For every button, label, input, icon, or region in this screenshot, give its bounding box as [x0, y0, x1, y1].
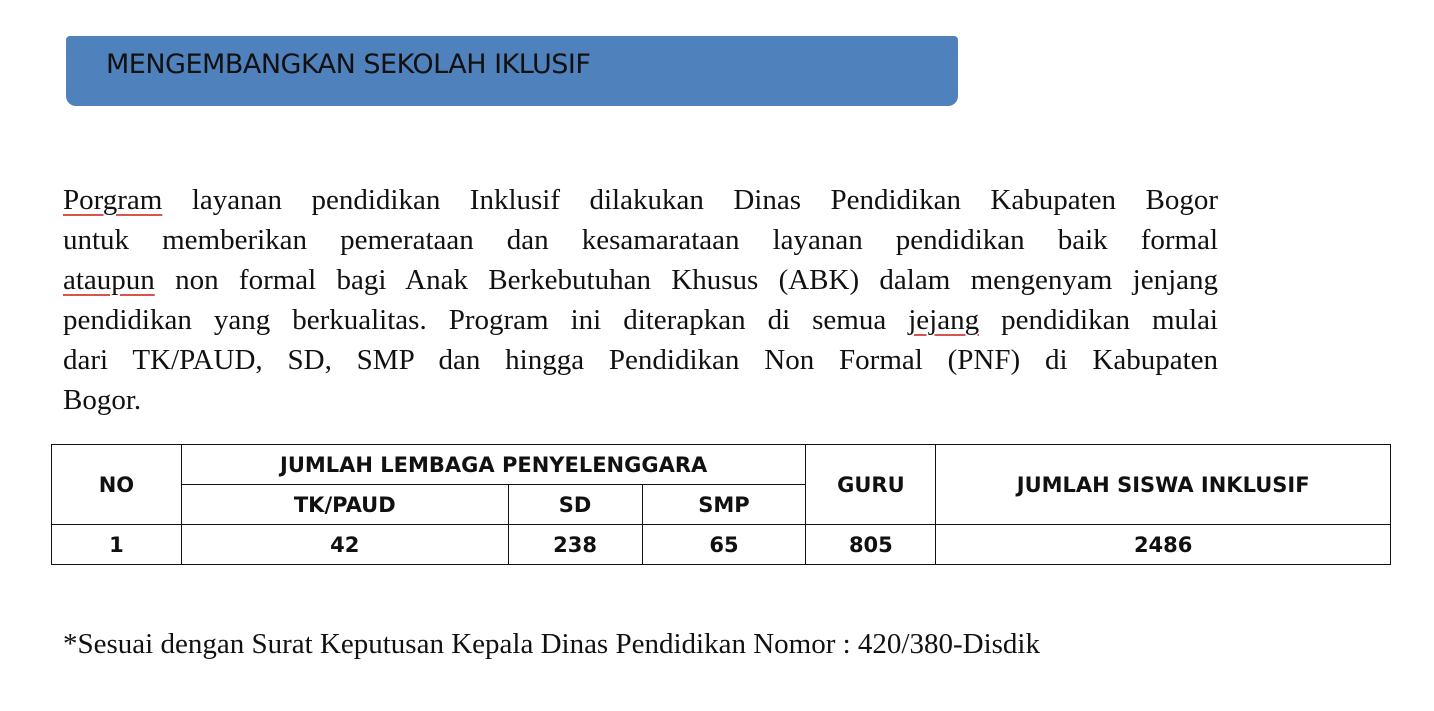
header-siswa: JUMLAH SISWA INKLUSIF [936, 445, 1391, 525]
cell-guru: 805 [806, 525, 936, 565]
header-sd: SD [508, 485, 642, 525]
cell-smp: 65 [642, 525, 806, 565]
misspelled-word: Porgram [63, 184, 163, 216]
intro-paragraph [63, 180, 1218, 420]
header-smp: SMP [642, 485, 806, 525]
table-row [52, 525, 1391, 565]
inclusive-school-table [51, 444, 1391, 565]
header-guru: GURU [806, 445, 936, 525]
paragraph-line-5: dari TK/PAUD, SD, SMP dan hingga Pendidikan Non Formal (PNF) di Kabupaten [63, 344, 1218, 376]
paragraph-line-1 [63, 180, 1218, 220]
paragraph-line-3 [63, 260, 1218, 300]
title-banner [66, 36, 958, 106]
header-lembaga: JUMLAH LEMBAGA PENYELENGGARA [181, 445, 806, 485]
paragraph-text: pendidikan yang berkualitas. Program ini diterapkan di semua [63, 304, 909, 336]
paragraph-text: non formal bagi Anak Berkebutuhan Khusus (ABK) dalam mengenyam jenjang [154, 264, 1218, 296]
paragraph-text: layanan pendidikan Inklusif dilakukan Dinas Pendidikan Kabupaten Bogor [162, 184, 1218, 216]
footnote: *Sesuai dengan Surat Keputusan Kepala Dinas Pendidikan Nomor : 420/380-Disdik [63, 628, 1040, 660]
misspelled-word: ataupun [63, 264, 155, 296]
cell-sd: 238 [508, 525, 642, 565]
cell-tk-paud: 42 [181, 525, 508, 565]
paragraph-line-6: Bogor. [63, 384, 142, 416]
paragraph-text: pendidikan mulai [979, 304, 1218, 336]
banner-title: MENGEMBANGKAN SEKOLAH IKLUSIF [106, 49, 591, 80]
cell-siswa: 2486 [936, 525, 1391, 565]
misspelled-word: jejang [908, 304, 980, 336]
paragraph-line-4 [63, 300, 1218, 340]
header-tk-paud: TK/PAUD [181, 485, 508, 525]
cell-no: 1 [52, 525, 182, 565]
table-header-row [52, 445, 1391, 485]
paragraph-line-2: untuk memberikan pemerataan dan kesamarataan layanan pendidikan baik formal [63, 224, 1218, 256]
header-no: NO [52, 445, 182, 525]
